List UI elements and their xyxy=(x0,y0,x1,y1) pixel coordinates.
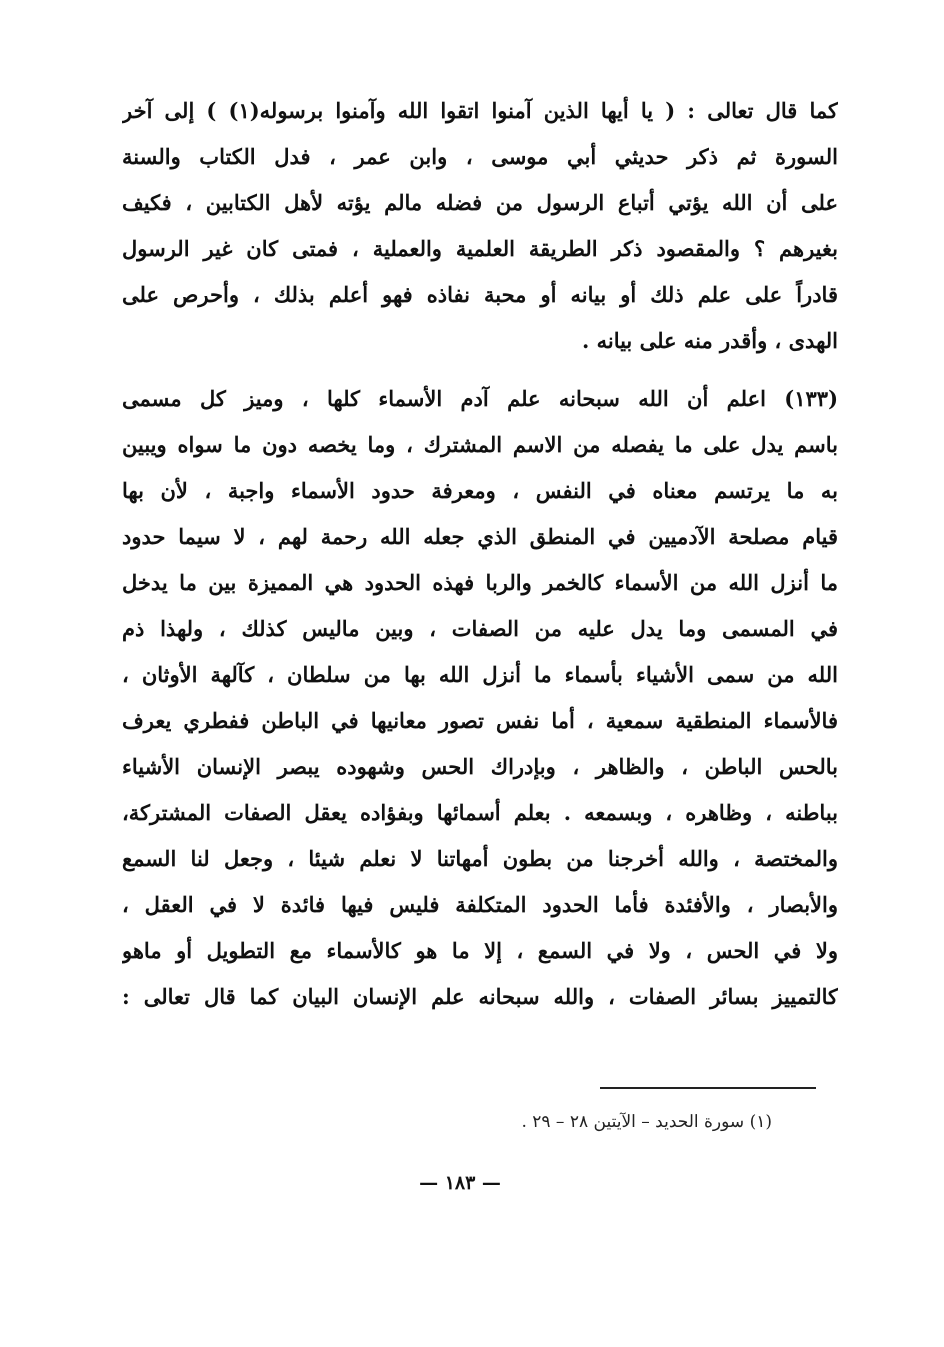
text-line: الله من سمى الأشياء بأسماء ما أنزل الله بها من سلطان ، كآلهة الأوثان ، xyxy=(122,662,838,687)
text-line: في المسمى وما يدل عليه من الصفات ، وبين ماليس كذلك ، ولهذا ذم xyxy=(122,616,838,641)
text-line: قيام مصلحة الآدميين في المنطق الذي جعله الله رحمة لهم ، لا سيما حدود xyxy=(122,524,838,549)
text-line: بباطنه ، وظاهره ، وبسمعه . بعلم أسمائها وبفؤاده يعقل الصفات المشتركة، xyxy=(122,800,838,825)
paragraph xyxy=(122,376,838,1020)
paragraph xyxy=(122,88,838,364)
text-line: فالأسماء المنطقية سمعية ، أما نفس تصور معانيها في الباطن ففطري يعرف xyxy=(122,708,838,733)
text-line: ما أنزل الله من الأسماء كالخمر والربا فهذه الحدود هي المميزة بين ما يدخل xyxy=(122,570,838,595)
text-line: والأبصار ، والأفئدة فأما الحدود المتكلفة فليس فيها فائدة لا في العقل ، xyxy=(122,892,838,917)
text-line: بالحس الباطن ، والظاهر ، وبإدراك الحس وشهوده يبصر الإنسان الأشياء xyxy=(122,754,838,779)
footnote-divider xyxy=(600,1087,816,1089)
text-line: على أن الله يؤتي أتباع الرسول من فضله مالم يؤته لأهل الكتابين ، فكيف xyxy=(122,190,838,215)
text-line: كالتمييز بسائر الصفات ، والله سبحانه علم الإنسان البيان كما قال تعالى : xyxy=(122,984,838,1009)
text-line: به ما يرتسم معناه في النفس ، ومعرفة حدود الأسماء واجبة ، لأن بها xyxy=(122,478,838,503)
text-line: ولا في الحس ، ولا في السمع ، إلا ما هو كالأسماء مع التطويل أو ماهو xyxy=(122,938,838,963)
text-line: بغيرهم ؟ والمقصود ذكر الطريقة العلمية والعملية ، فمتى كان غير الرسول xyxy=(122,236,838,261)
text-line: كما قال تعالى : ( يا أيها الذين آمنوا اتقوا الله وآمنوا برسوله(١) ) إلى آخر xyxy=(122,98,838,123)
text-line: الهدى ، وأقدر منه على بيانه . xyxy=(581,328,838,353)
page-number: — ١٨٣ — xyxy=(419,1172,501,1194)
footnote: (١) سورة الحديد – الآيتين ٢٨ – ٢٩ . xyxy=(521,1112,772,1132)
paragraph-gap xyxy=(122,364,838,376)
text-line: قادراً على علم ذلك أو بيانه أو محبة نفاذه فهو أعلم بذلك ، وأحرص على xyxy=(122,282,838,307)
text-line: (١٣٣) اعلم أن الله سبحانه علم آدم الأسماء كلها ، وميز كل مسمى xyxy=(122,386,838,411)
text-line: السورة ثم ذكر حديثي أبي موسى ، وابن عمر ، فدل الكتاب والسنة xyxy=(122,144,838,169)
text-line: والمختصة ، والله أخرجنا من بطون أمهاتنا لا نعلم شيئا ، وجعل لنا السمع xyxy=(122,846,838,871)
text-line: باسم يدل على ما يفصله من الاسم المشترك ، وما يخصه دون ما سواه ويبين xyxy=(122,432,838,457)
main-text xyxy=(122,88,838,1020)
